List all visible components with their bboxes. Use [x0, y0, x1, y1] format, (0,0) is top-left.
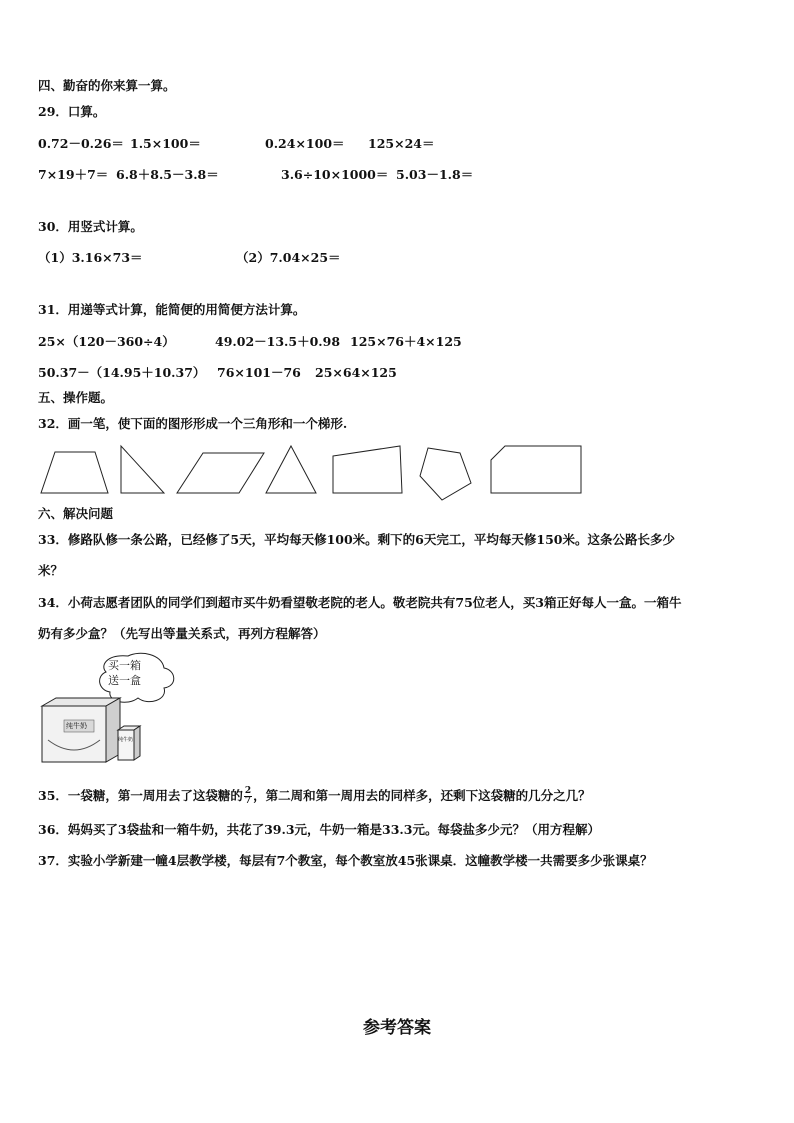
q33-line-2: 米？ [38, 563, 64, 578]
q35-fraction-denominator: 7 [244, 796, 252, 806]
q35-fraction [244, 787, 252, 806]
q35-fraction-numerator: 2 [244, 786, 252, 796]
q31-r1-c2: 49.02－13.5＋0.98 [215, 334, 341, 349]
q31-r1-c3: 125×76＋4×125 [350, 334, 462, 349]
carton-label: 纯牛奶 [118, 737, 134, 743]
q34-line-1: 34．小荷志愿者团队的同学们到超市买牛奶看望敬老院的老人。敬老院共有75位老人，买3箱正好每人一盒。一箱牛 [38, 595, 682, 610]
q32-shapes [0, 0, 794, 510]
right-triangle-shape [121, 446, 164, 493]
q32-label: 32．画一笔，使下面的图形形成一个三角形和一个梯形. [38, 416, 348, 431]
section-4-heading: 四、勤奋的你来算一算。 [38, 78, 176, 93]
q29-r2-c2: 6.8＋8.5－3.8＝ [116, 167, 219, 182]
q29-r1-c2: 1.5×100＝ [130, 136, 201, 151]
trapezoid-shape [41, 452, 108, 493]
q35-text-before: 35．一袋糖，第一周用去了这袋糖的 [38, 788, 243, 803]
q31-r2-c3: 25×64×125 [315, 365, 397, 380]
q29-r1-c3: 0.24×100＝ [265, 136, 345, 151]
pentagon-shape [420, 448, 471, 500]
q37-text: 37．实验小学新建一幢4层教学楼，每层有7个教室，每个教室放45张课桌．这幢教学楼一共需要多少张课桌？ [38, 853, 653, 868]
section-6-heading: 六、解决问题 [38, 506, 114, 521]
box-label: 纯牛奶 [66, 722, 87, 730]
q31-r1-c1: 25×（120－360÷4） [38, 334, 175, 349]
parallelogram-shape [177, 453, 264, 493]
bubble-text-line-2: 送一盒 [108, 674, 141, 687]
q29-r1-c1: 0.72－0.26＝ [38, 136, 124, 151]
q29-r1-c4: 125×24＝ [368, 136, 435, 151]
q31-label: 31．用递等式计算，能简便的用简便方法计算。 [38, 302, 306, 317]
q31-r2-c1: 50.37－（14.95＋10.37） [38, 365, 206, 380]
q29-r2-c1: 7×19＋7＝ [38, 167, 109, 182]
q35-text-after: ，第二周和第一周用去的同样多，还剩下这袋糖的几分之几？ [253, 788, 591, 803]
q30-label: 30．用竖式计算。 [38, 219, 143, 234]
q31-r2-c2: 76×101－76 [217, 365, 301, 380]
q33-line-1: 33．修路队修一条公路，已经修了5天，平均每天修100米。剩下的6天完工，平均每天修150米。这条公路长多少 [38, 532, 675, 547]
quadrilateral-shape [333, 446, 402, 493]
q36-text: 36．妈妈买了3袋盐和一箱牛奶，共花了39.3元，牛奶一箱是33.3元。每袋盐多少元？（用方程解） [38, 822, 600, 837]
q30-item-2: （2）7.04×25＝ [236, 250, 341, 265]
q29-r2-c4: 5.03－1.8＝ [396, 167, 474, 182]
triangle-shape [266, 446, 316, 493]
bubble-text-line-1: 买一箱 [108, 659, 141, 672]
answer-heading: 参考答案 [363, 1018, 431, 1038]
q29-r2-c3: 3.6÷10×1000＝ [281, 167, 389, 182]
cut-corner-rectangle-shape [491, 446, 581, 493]
q34-line-2: 奶有多少盒？（先写出等量关系式，再列方程解答） [38, 626, 326, 641]
q29-label: 29．口算。 [38, 104, 106, 119]
section-5-heading: 五、操作题。 [38, 390, 114, 405]
q35-text [38, 786, 591, 806]
q30-item-1: （1）3.16×73＝ [38, 250, 143, 265]
